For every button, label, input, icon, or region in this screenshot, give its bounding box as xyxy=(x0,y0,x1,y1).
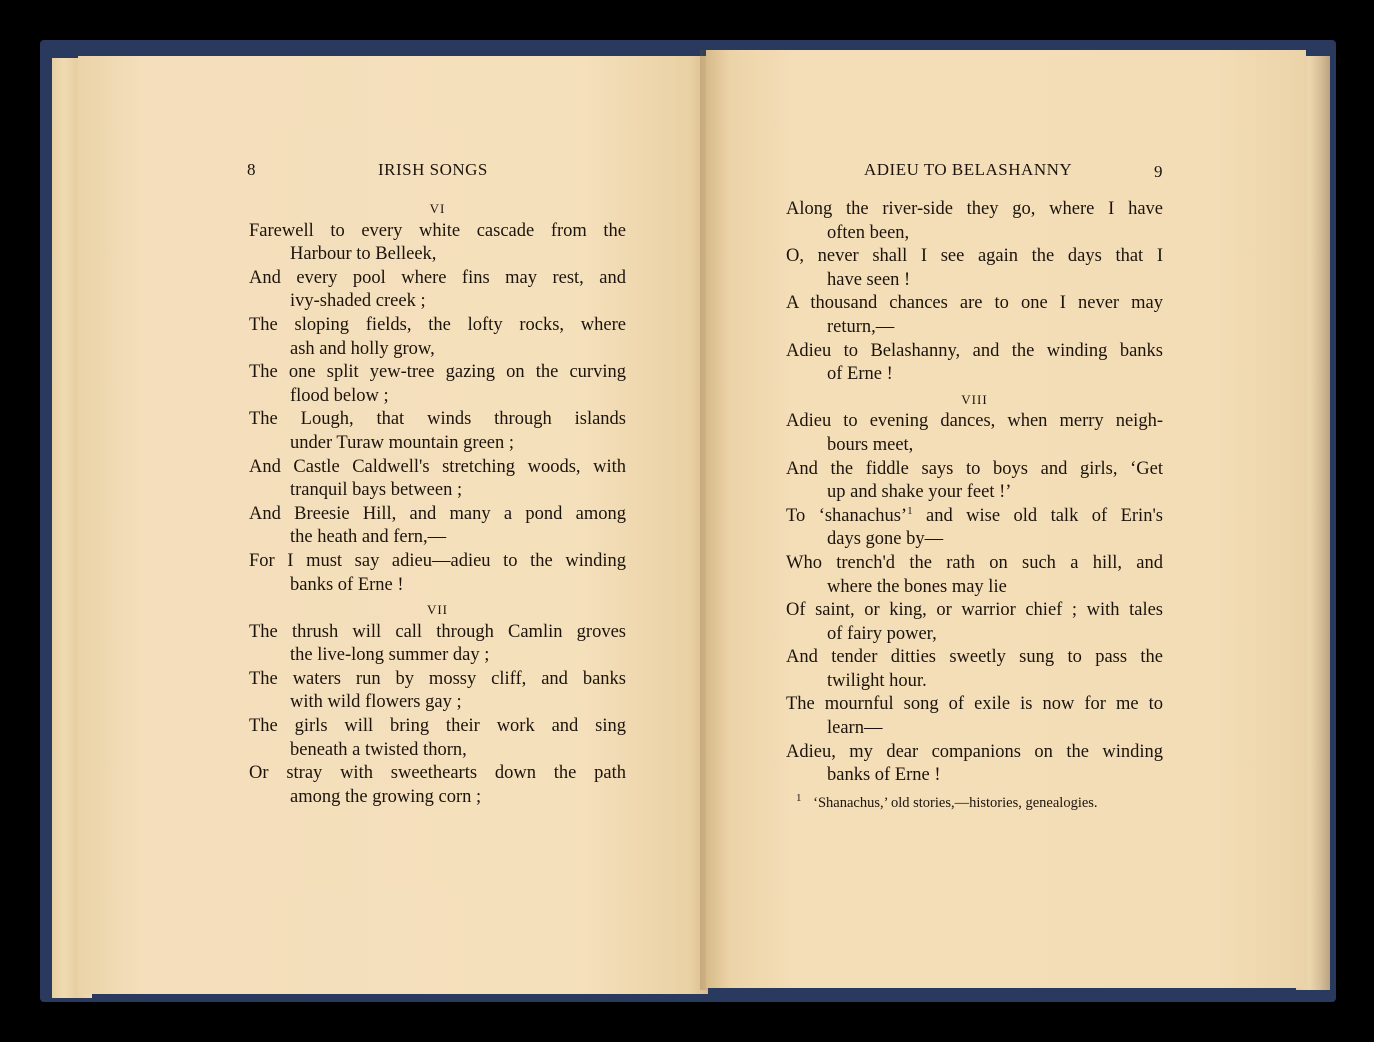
left-page xyxy=(78,56,708,994)
verse-line: O, never shall I see again the days that I have seen ! xyxy=(786,246,1163,290)
verse-line: Or stray with sweethearts down the path among the growing corn ; xyxy=(249,763,626,807)
verse-column xyxy=(249,196,626,809)
footnote xyxy=(796,792,1098,812)
verse-line: Farewell to every white cascade from the Harbour to Belleek, xyxy=(249,220,626,265)
verse-line: Adieu to evening dances, when merry neigh- bours meet, xyxy=(786,411,1163,455)
footnote-reference: 1 xyxy=(907,504,913,517)
verse-line: For I must say adieu—adieu to the winding banks of Erne ! xyxy=(249,550,626,595)
verse-line: The mournful song of exile is now for me to learn— xyxy=(786,694,1163,739)
verse-line: A thousand chances are to one I never may return,— xyxy=(786,293,1163,337)
stanza-numeral: VI xyxy=(429,201,446,216)
verse-line: Adieu, my dear companions on the winding banks of Erne ! xyxy=(786,741,1163,786)
stanza-numeral: VIII xyxy=(961,391,988,407)
verse-line: And every pool where fins may rest, and ivy-shaded creek ; xyxy=(249,267,626,312)
right-page xyxy=(706,50,1306,988)
page-number: 8 xyxy=(247,160,256,179)
verse-line: The Lough, that winds through islands under Turaw mountain green ; xyxy=(249,409,626,453)
verse-line: The girls will bring their work and sing beneath a twisted thorn, xyxy=(249,716,626,760)
verse-line: And tender ditties sweetly sung to pass the twilight hour. xyxy=(786,647,1163,691)
verse-line: And the fiddle says to boys and girls, ‘Get up and shake your feet !’ xyxy=(786,458,1163,503)
verse-line: The waters run by mossy cliff, and banks with wild flowers gay ; xyxy=(249,668,626,713)
verse-line: Of saint, or king, or warrior chief ; with tales of fairy power, xyxy=(786,600,1163,644)
footnote-text: ‘Shanachus,’ old stories,—histories, genealogies. xyxy=(813,795,1098,811)
verse-line: The thrush will call through Camlin groves the live-long summer day ; xyxy=(249,621,626,666)
footnote-marker: 1 xyxy=(796,792,802,805)
stanza-numeral: VII xyxy=(426,602,449,618)
verse-line: And Castle Caldwell's stretching woods, with tranquil bays between ; xyxy=(249,456,626,501)
page-number: 9 xyxy=(1154,162,1163,181)
verse-line: The one split yew-tree gazing on the curving flood below ; xyxy=(249,362,626,406)
verse-line: Who trench'd the rath on such a hill, and where the bones may lie xyxy=(786,552,1163,597)
verse-column xyxy=(786,198,1163,788)
verse-line: The sloping fields, the lofty rocks, where ash and holly grow, xyxy=(249,314,626,359)
running-header: IRISH SONGS xyxy=(378,160,488,179)
verse-line: To ‘shanachus’$^1$ and wise old talk of Erin's days gone by— xyxy=(786,504,1163,550)
verse-line: And Breesie Hill, and many a pond among the heath and fern,— xyxy=(249,503,626,548)
running-header: ADIEU TO BELASHANNY xyxy=(864,160,1073,179)
verse-line: Adieu to Belashanny, and the winding banks of Erne ! xyxy=(786,340,1163,385)
verse-line-with-footnote: To ‘shanachus’$^1$ and wise old talk of Erin's xyxy=(786,504,1163,526)
verse-line: Along the river-side they go, where I have often been, xyxy=(786,199,1163,243)
